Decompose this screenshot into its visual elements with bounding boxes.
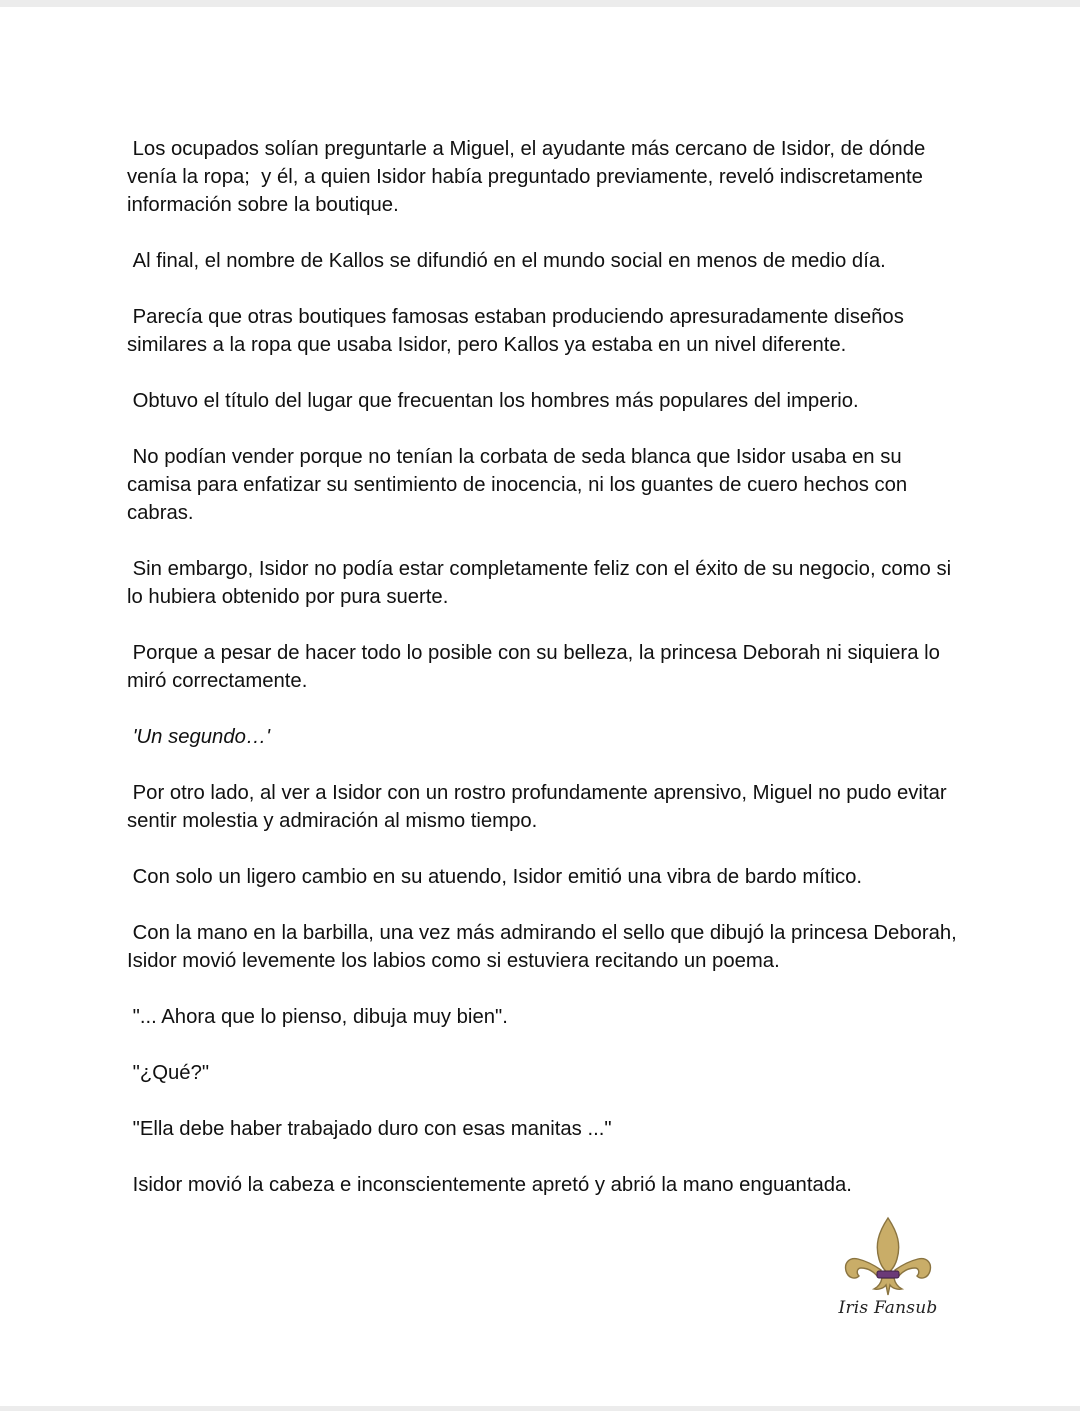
logo-text: Iris Fansub (838, 1298, 938, 1318)
top-border (0, 0, 1080, 7)
paragraph-11: Con la mano en la barbilla, una vez más admirando el sello que dibujó la princesa Deborah, Isidor movió levemente los labios como si estuviera recitando un poema. (127, 922, 963, 972)
paragraph-8: 'Un segundo…' (127, 726, 271, 748)
paragraph-9: Por otro lado, al ver a Isidor con un rostro profundamente aprensivo, Miguel no pudo evitar sentir molestia y admiración al mismo tiempo. (127, 782, 953, 832)
document-body (127, 135, 963, 1227)
paragraph-6: Sin embargo, Isidor no podía estar completamente feliz con el éxito de su negocio, como si lo hubiera obtenido por pura suerte. (127, 558, 957, 608)
paragraph-2: Al final, el nombre de Kallos se difundió en el mundo social en menos de medio día. (127, 250, 886, 272)
paragraph-1: Los ocupados solían preguntarle a Miguel, el ayudante más cercano de Isidor, de dónde venía la ropa; y él, a quien Isidor había preguntado previamente, reveló indiscretamente información sobre la boutique. (127, 138, 931, 216)
bottom-border (0, 1406, 1080, 1411)
iris-fansub-logo (838, 1215, 938, 1327)
paragraph-12: "... Ahora que lo pienso, dibuja muy bien". (127, 1006, 508, 1028)
paragraph-5: No podían vender porque no tenían la corbata de seda blanca que Isidor usaba en su camisa para enfatizar su sentimiento de inocencia, ni los guantes de cuero hechos con cabras. (127, 446, 913, 524)
paragraph-7: Porque a pesar de hacer todo lo posible con su belleza, la princesa Deborah ni siquiera lo miró correctamente. (127, 642, 946, 692)
paragraph-15: Isidor movió la cabeza e inconscientemente apretó y abrió la mano enguantada. (127, 1174, 852, 1196)
paragraph-14: "Ella debe haber trabajado duro con esas manitas ..." (127, 1118, 612, 1140)
fleur-de-lis-icon (838, 1215, 938, 1297)
paragraph-10: Con solo un ligero cambio en su atuendo, Isidor emitió una vibra de bardo mítico. (127, 866, 863, 888)
paragraph-13: "¿Qué?" (127, 1062, 210, 1084)
paragraph-4: Obtuvo el título del lugar que frecuentan los hombres más populares del imperio. (127, 390, 859, 412)
paragraph-3: Parecía que otras boutiques famosas estaban produciendo apresuradamente diseños similares a la ropa que usaba Isidor, pero Kallos ya estaba en un nivel diferente. (127, 306, 910, 356)
